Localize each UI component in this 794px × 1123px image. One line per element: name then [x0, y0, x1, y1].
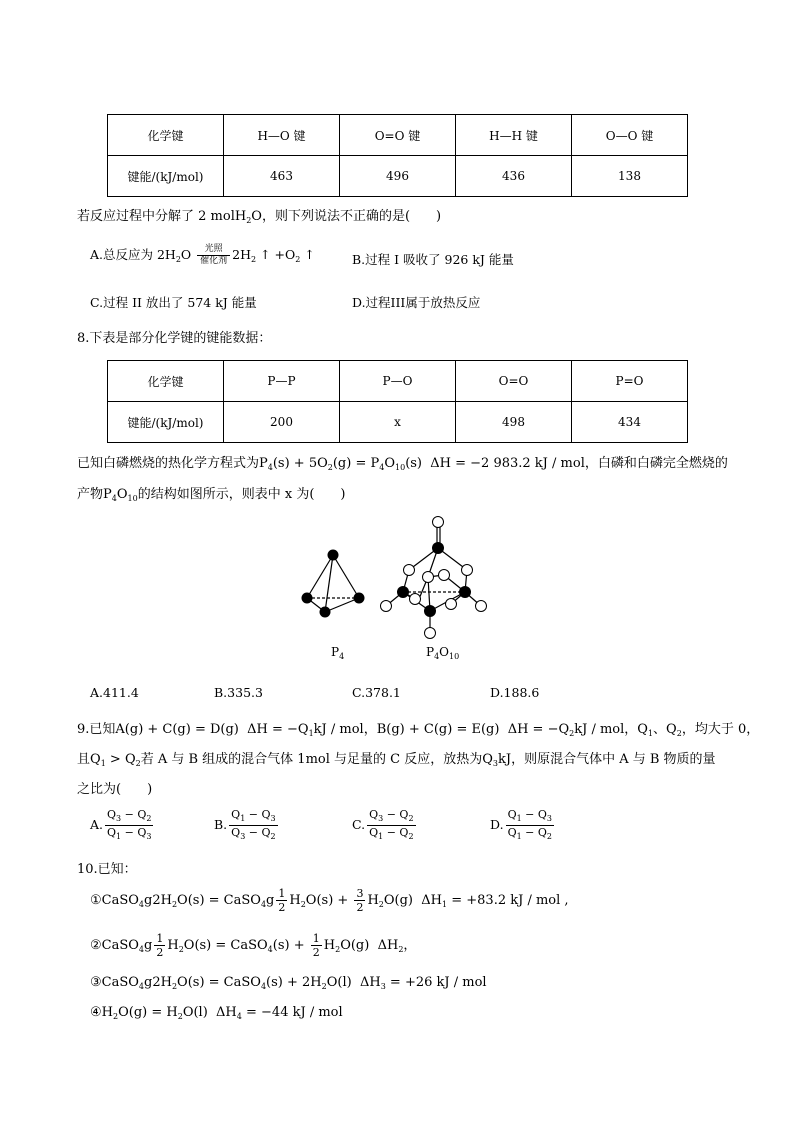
oxygen-atom [476, 601, 487, 612]
p4-atom [354, 593, 365, 604]
q9-line-2: 且$Q_1 > Q_2$若 A 与 B 组成的混合气体 1mol 与足量的 C 反应，放热为$Q_3kJ$，则原混合气体中 A 与 B 物质的量 [77, 752, 716, 768]
q9-line-1: 9.已知A(g) + C(g) = D(g) $\Delta H = -Q_1kJ$ / mol，B(g) + C(g) = E(g) $\Delta H = -Q_2kJ$ / mol，$Q_1$、$Q_2$，均大于 0， [77, 722, 760, 738]
q8-text-line-1: 已知白磷燃烧的热化学方程式为$P_4(s) + 5O_2(g) = P_4O_{10}(s) \Delta H = -2$ 983.2 kJ / mol，白磷和白磷完全燃烧的 [77, 456, 728, 472]
oxygen-atom [410, 594, 421, 605]
bond-energy-table-2 [107, 360, 688, 443]
reaction-arrow: 光照 催化剂 [197, 244, 230, 267]
q7-option-b: B.过程 I 吸收了 926 kJ 能量 [352, 252, 514, 267]
q8-option-b: B.335.3 [214, 685, 263, 700]
phosphorus-structure-figure [295, 512, 495, 672]
p4-tetrahedron [307, 555, 359, 612]
table2-cell-3: 498 [456, 402, 572, 443]
q10-title: 10.已知： [77, 862, 137, 877]
oxygen-atom [433, 517, 444, 528]
q9-option-a: A. $\frac{Q_3 - Q_2}{Q_1 - Q_3}$ [90, 808, 152, 841]
table1-header-2: O=O 键 [340, 115, 456, 156]
p4-atom [328, 550, 339, 561]
table2-cell-1: 200 [224, 402, 340, 443]
table1-cell-3: 436 [456, 156, 572, 197]
table1-cell-0: 键能/(kJ/mol) [108, 156, 224, 197]
q9-line-3: 之比为( ) [77, 782, 153, 797]
table2-header-0: 化学键 [108, 361, 224, 402]
table2-cell-2: x [340, 402, 456, 443]
table1-header-1: H—O 键 [224, 115, 340, 156]
table2-cell-4: 434 [572, 402, 688, 443]
q9-option-c: C. $\frac{Q_3 - Q_2}{Q_1 - Q_2}$ [352, 808, 414, 841]
bond-energy-table-1 [107, 114, 688, 197]
oxygen-atom [425, 628, 436, 639]
q8-option-c: C.378.1 [352, 685, 401, 700]
phosphorus-atom [397, 586, 409, 598]
q8-text-line-2: 产物$P_4O_{10}$的结构如图所示，则表中 x 为( ) [77, 487, 346, 503]
q10-equation-1: $①CaSO_4g2H_2O(s)$ = CaSO$_4$g $\frac{1}{2}$ $H_2O(s)$ + $\frac{3}{2}$ $H_2O(g) \Delta H_1 = +83.2$ kJ / mol , [90, 887, 569, 914]
oxygen-atom [446, 599, 457, 610]
q10-equation-3: $③CaSO_4g2H_2O(s)$ = CaSO$_4$(s) + $2H_2O(l) \Delta H_3 = +26$ kJ / mol [90, 975, 487, 991]
q7-stem: 若反应过程中分解了 2 molH$_2$O，则下列说法不正确的是( ) [77, 209, 442, 225]
table1-header-3: H—H 键 [456, 115, 572, 156]
table1-cell-1: 463 [224, 156, 340, 197]
table1-header-4: O—O 键 [572, 115, 688, 156]
phosphorus-atom [459, 586, 471, 598]
oxygen-atom [439, 570, 450, 581]
q8-title: 8.下表是部分化学键的键能数据： [77, 331, 272, 346]
table2-header-4: P=O [572, 361, 688, 402]
phosphorus-atom [424, 605, 436, 617]
figure-label-p4: $P_4$ [331, 645, 345, 661]
table1-cell-2: 496 [340, 156, 456, 197]
q7-option-a: A.总反应为 $2H_2O$ 光照 催化剂 $2H_2$ ↑ $+O_2$ ↑ [90, 244, 315, 266]
table2-header-2: P—O [340, 361, 456, 402]
p4-atom [320, 607, 331, 618]
q10-equation-2: ②CaSO$_4$g $\frac{1}{2}$ $H_2O(s)$ = CaSO$_4$(s) + $\frac{1}{2}$ $H_2O(g)$ $\Delta H_2$， [90, 932, 417, 959]
q7-option-c: C.过程 II 放出了 574 kJ 能量 [90, 295, 257, 310]
p4-atom [302, 593, 313, 604]
oxygen-atom [462, 565, 473, 576]
oxygen-atom [423, 572, 434, 583]
table1-header-0: 化学键 [108, 115, 224, 156]
figure-label-p4o10: $P_4O_{10}$ [426, 645, 460, 661]
table2-header-3: O=O [456, 361, 572, 402]
oxygen-atom [404, 565, 415, 576]
oxygen-atom [381, 601, 392, 612]
table2-cell-0: 键能/(kJ/mol) [108, 402, 224, 443]
table1-cell-4: 138 [572, 156, 688, 197]
q10-equation-4: $④H_2O(g) = H_2O(l) \Delta H_4 = -44$ kJ / mol [90, 1005, 343, 1021]
q9-option-d: D. $\frac{Q_1 - Q_3}{Q_1 - Q_2}$ [490, 808, 553, 841]
q8-option-d: D.188.6 [490, 685, 540, 700]
q7-option-d: D.过程III属于放热反应 [352, 295, 481, 310]
table2-header-1: P—P [224, 361, 340, 402]
q8-option-a: A.411.4 [90, 685, 139, 700]
phosphorus-atom [432, 542, 444, 554]
q9-option-b: B. $\frac{Q_1 - Q_3}{Q_3 - Q_2}$ [214, 808, 276, 841]
